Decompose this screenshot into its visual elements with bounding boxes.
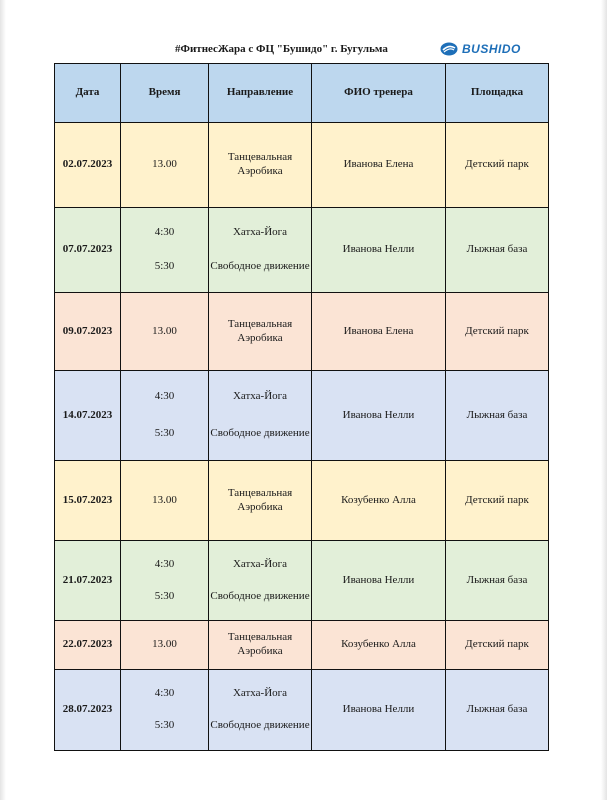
table-row <box>55 123 549 208</box>
table-row <box>55 208 549 293</box>
cell-time <box>121 541 209 621</box>
cell-time <box>121 670 209 751</box>
table-row <box>55 371 549 461</box>
cell-date: 22.07.2023 <box>55 621 121 670</box>
direction-value: Танцевальная Аэробика <box>227 151 293 177</box>
cell-direction <box>209 670 312 751</box>
cell-direction <box>209 461 312 541</box>
direction-value: Танцевальная Аэробика <box>227 486 293 513</box>
table-row <box>55 461 549 541</box>
direction-value: Свободное движение <box>210 589 310 602</box>
table-row <box>55 621 549 670</box>
cell-venue: Лыжная база <box>446 670 549 751</box>
time-value: 5:30 <box>154 427 175 440</box>
cell-direction <box>209 621 312 670</box>
cell-time <box>121 371 209 461</box>
time-value: 4:30 <box>154 390 175 403</box>
document-title: #ФитнесЖара с ФЦ "Бушидо" г. Бугульма <box>175 43 388 55</box>
bushido-logo-icon <box>440 42 458 56</box>
cell-direction <box>209 541 312 621</box>
cell-venue: Лыжная база <box>446 541 549 621</box>
cell-trainer: Козубенко Алла <box>312 621 446 670</box>
cell-trainer: Козубенко Алла <box>312 461 446 541</box>
logo-text: BUSHIDO <box>462 42 521 56</box>
column-header-date: Дата <box>55 64 121 123</box>
cell-date: 15.07.2023 <box>55 461 121 541</box>
cell-time <box>121 208 209 293</box>
cell-date: 28.07.2023 <box>55 670 121 751</box>
time-value: 13.00 <box>152 158 177 171</box>
column-header-direction: Направление <box>209 64 312 123</box>
time-value: 13.00 <box>152 638 177 651</box>
cell-date: 07.07.2023 <box>55 208 121 293</box>
cell-direction <box>209 293 312 371</box>
cell-trainer: Иванова Нелли <box>312 371 446 461</box>
cell-trainer: Иванова Елена <box>312 293 446 371</box>
time-value: 13.00 <box>152 324 177 337</box>
time-value: 5:30 <box>154 260 175 273</box>
cell-venue: Детский парк <box>446 293 549 371</box>
time-value: 4:30 <box>154 686 175 699</box>
cell-time <box>121 123 209 208</box>
cell-venue: Детский парк <box>446 123 549 208</box>
schedule-table <box>54 63 549 751</box>
cell-direction <box>209 371 312 461</box>
cell-date: 21.07.2023 <box>55 541 121 621</box>
direction-value: Хатха-Йога <box>232 557 288 570</box>
time-value: 13.00 <box>152 493 177 506</box>
bushido-logo <box>440 42 521 56</box>
cell-date: 14.07.2023 <box>55 371 121 461</box>
column-header-venue: Площадка <box>446 64 549 123</box>
cell-date: 09.07.2023 <box>55 293 121 371</box>
table-row <box>55 670 549 751</box>
direction-value: Танцевальная Аэробика <box>227 631 293 657</box>
page-edge-right <box>601 0 607 800</box>
cell-venue: Лыжная база <box>446 371 549 461</box>
time-value: 4:30 <box>154 557 175 570</box>
cell-trainer: Иванова Нелли <box>312 670 446 751</box>
cell-time <box>121 461 209 541</box>
table-row <box>55 541 549 621</box>
direction-value: Танцевальная Аэробика <box>227 317 293 344</box>
time-value: 5:30 <box>154 589 175 602</box>
cell-time <box>121 293 209 371</box>
table-header-row <box>55 64 549 123</box>
cell-direction <box>209 123 312 208</box>
direction-value: Свободное движение <box>210 427 310 440</box>
direction-value: Хатха-Йога <box>232 225 288 238</box>
cell-venue: Лыжная база <box>446 208 549 293</box>
cell-time <box>121 621 209 670</box>
cell-trainer: Иванова Елена <box>312 123 446 208</box>
cell-venue: Детский парк <box>446 621 549 670</box>
cell-trainer: Иванова Нелли <box>312 541 446 621</box>
table-row <box>55 293 549 371</box>
column-header-time: Время <box>121 64 209 123</box>
direction-value: Хатха-Йога <box>232 686 288 699</box>
page-edge-left <box>0 0 6 800</box>
cell-trainer: Иванова Нелли <box>312 208 446 293</box>
direction-value: Свободное движение <box>210 719 310 732</box>
column-header-trainer: ФИО тренера <box>312 64 446 123</box>
direction-value: Хатха-Йога <box>232 390 288 403</box>
direction-value: Свободное движение <box>210 260 310 273</box>
time-value: 5:30 <box>154 719 175 732</box>
cell-date: 02.07.2023 <box>55 123 121 208</box>
cell-direction <box>209 208 312 293</box>
time-value: 4:30 <box>154 225 175 238</box>
cell-venue: Детский парк <box>446 461 549 541</box>
